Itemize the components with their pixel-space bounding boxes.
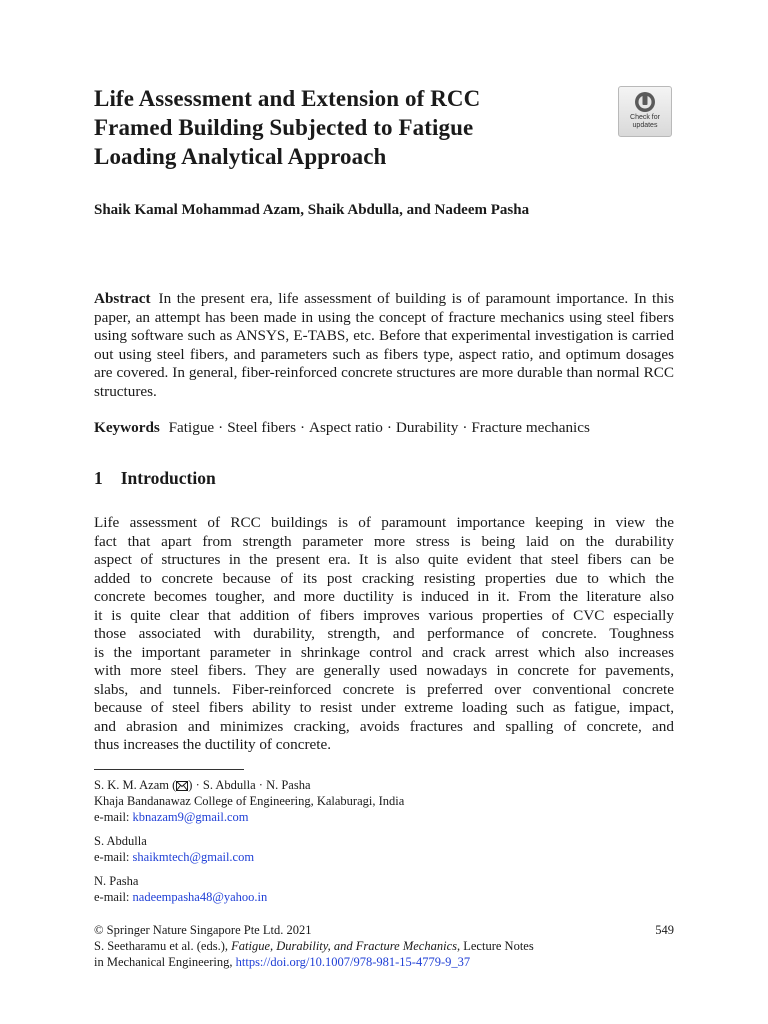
coauthors: · S. Abdulla · N. Pasha: [192, 778, 311, 792]
copyright-notice: © Springer Nature Singapore Pte Ltd. 2021: [94, 923, 312, 937]
email-link[interactable]: shaikmtech@gmail.com: [132, 850, 255, 864]
email-label: e-mail:: [94, 850, 133, 864]
author-name: N. Pasha: [94, 874, 139, 888]
check-for-updates-icon: [633, 91, 657, 113]
citation-series: , Lecture Notes: [457, 939, 534, 953]
institution: Khaja Bandanawaz College of Engineering, Kalaburagi, India: [94, 794, 405, 808]
keywords-label: Keywords: [94, 419, 160, 436]
envelope-icon: [176, 781, 188, 791]
author-name: S. Abdulla: [94, 834, 147, 848]
paper-title: Life Assessment and Extension of RCC Framed Building Subjected to Fatigue Loading Analytical Approach: [94, 86, 481, 169]
page-number: 549: [655, 923, 674, 937]
series-line: [94, 954, 674, 970]
paragraph-line: concrete becomes tougher, and more ductility is induced in it. From the literature also: [94, 588, 674, 605]
paragraph-line: Life assessment of RCC buildings is of paramount importance keeping in view the: [94, 514, 674, 531]
abstract-text: In the present era, life assessment of building is of paramount importance. In this paper, an attempt has been made in using the concept of fracture mechanics using steel fibers using software such as ANSYS, E-TABS, etc. Before that experimental investigation is carried out using steel fibers, and parameters such as fibers type, aspect ratio, and optimum dosages are covered. In general, fiber-reinforced concrete structures are more durable than normal RCC structures.: [94, 290, 674, 400]
check-for-updates-badge[interactable]: [618, 86, 672, 137]
author-list: Shaik Kamal Mohammad Azam, Shaik Abdulla, and Nadeem Pasha: [94, 202, 530, 218]
book-title: Fatigue, Durability, and Fracture Mechanics: [231, 939, 457, 953]
email-line: [94, 809, 674, 825]
paragraph-line: it is quite clear that addition of fibers improves various properties of CVC especially: [94, 606, 674, 624]
paragraph-line: fact that apart from strength parameter more stress is being laid on the durability: [94, 532, 674, 550]
affiliation-block-1: [94, 777, 674, 825]
paper-page: [94, 0, 674, 1024]
email-link[interactable]: kbnazam9@gmail.com: [132, 810, 249, 824]
paragraph-line: thus increases the ductility of concrete.: [94, 736, 332, 753]
section-heading: [94, 468, 216, 489]
keyword: Steel fibers: [227, 419, 296, 436]
section-title: Introduction: [120, 468, 216, 488]
keyword-separator: ·: [386, 419, 392, 436]
keyword: Fracture mechanics: [471, 419, 590, 436]
affiliation-block-3: [94, 873, 674, 905]
email-link[interactable]: nadeempasha48@yahoo.in: [132, 890, 268, 904]
email-label: e-mail:: [94, 890, 133, 904]
keyword-separator: ·: [218, 419, 224, 436]
corresponding-author-close: ): [188, 778, 193, 792]
affiliation-authors: [94, 777, 674, 793]
paragraph-line: is the important parameter in shrinkage control and crack arrest which also increases: [94, 643, 674, 661]
footnote-divider: [94, 769, 244, 770]
paragraph-line: because of steel fibers ability to resist under extreme loading such as fatigue, impact,: [94, 699, 674, 716]
citation-editors: S. Seetharamu et al. (eds.),: [94, 939, 232, 953]
email-line: [94, 889, 674, 905]
keywords: [94, 419, 590, 438]
series-name: in Mechanical Engineering,: [94, 955, 236, 969]
paragraph-line: added to concrete because of its post cracking resisting properties due to which the: [94, 569, 674, 587]
page-footer: [94, 922, 674, 970]
check-for-updates-label: Check for updates: [630, 114, 660, 129]
citation-line: [94, 938, 674, 954]
paragraph-line: with more steel fibers. They are generally used nowadays in concrete for pavements,: [94, 662, 674, 679]
affiliation-block-2: [94, 833, 674, 865]
paragraph-line: slabs, and tunnels. Fiber-reinforced concrete is preferred over conventional concrete: [94, 680, 674, 698]
introduction-paragraph: [94, 514, 674, 755]
keyword-separator: ·: [299, 419, 306, 436]
abstract: [94, 290, 674, 401]
email-line: [94, 849, 674, 865]
keyword: Durability: [395, 419, 459, 436]
keyword-separator: ·: [462, 419, 468, 436]
keyword: Aspect ratio: [309, 419, 383, 436]
email-label: e-mail:: [94, 810, 133, 824]
section-number: 1: [94, 468, 103, 488]
corresponding-author: S. K. M. Azam (: [94, 778, 177, 792]
paragraph-line: aspect of structures in the present era. It is also quite evident that steel fibers can be: [94, 551, 674, 568]
keyword: Fatigue: [168, 419, 215, 436]
paragraph-line: those associated with durability, strength, and performance of concrete. Toughness: [94, 625, 674, 642]
paragraph-line: and abrasion and minimizes cracking, avoids fractures and spalling of concrete, and: [94, 717, 674, 735]
doi-link[interactable]: https://doi.org/10.1007/978-981-15-4779-9_37: [235, 955, 471, 969]
abstract-label: Abstract: [94, 290, 151, 307]
